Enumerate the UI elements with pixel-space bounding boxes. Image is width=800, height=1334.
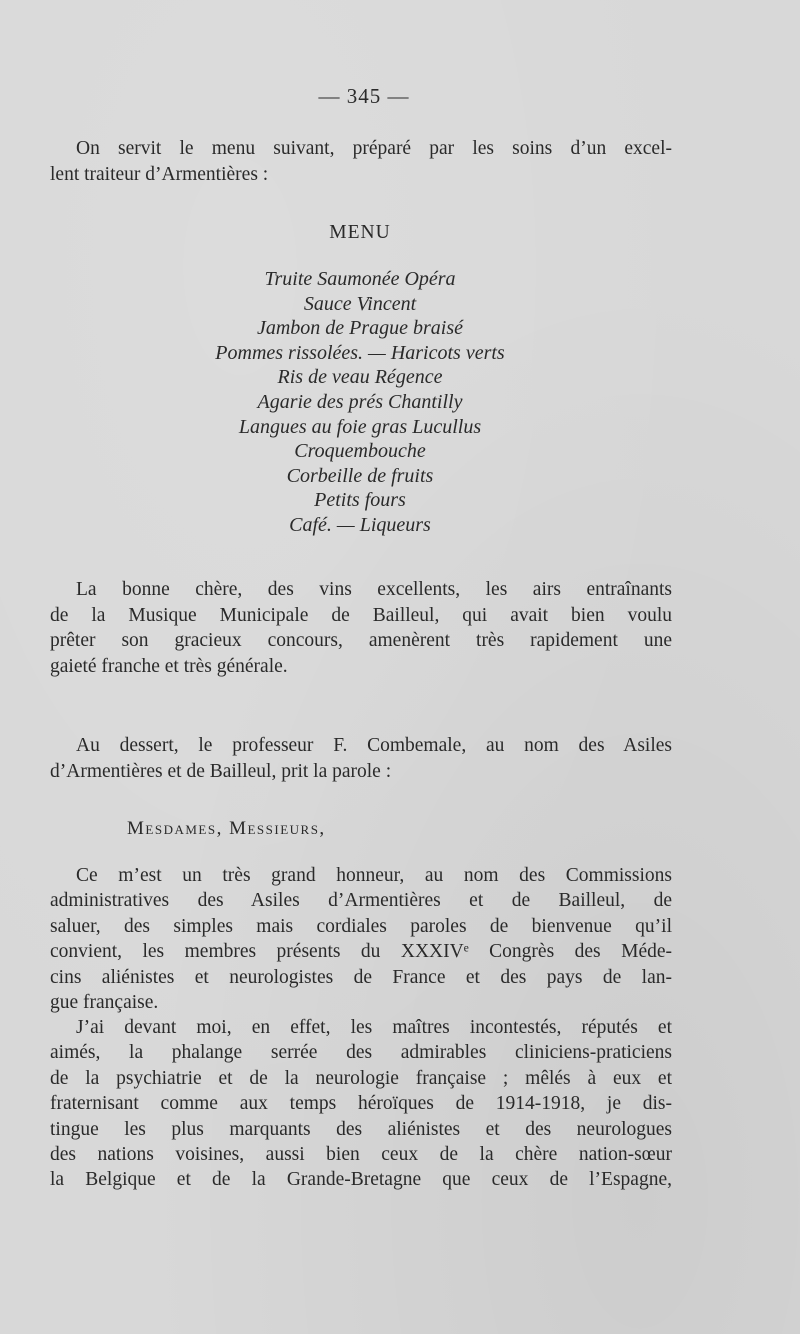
text-line: de la Musique Municipale de Bailleul, qui avait bien voulu: [50, 604, 672, 626]
text-line: gue française.: [50, 992, 159, 1014]
page-number: — 345 —: [318, 84, 410, 108]
text-line: prêter son gracieux concours, amenèrent très rapidement une: [50, 630, 672, 651]
text-line: la Belgique et de la Grande-Bretagne que ceux de l’Espagne,: [50, 1169, 672, 1191]
menu-item: Café. — Liqueurs: [289, 513, 431, 536]
menu-item: Ris de veau Régence: [277, 366, 443, 389]
speech-paragraph-2: [50, 1015, 672, 1193]
text-line: aimés, la phalange serrée des admirables cliniciens-praticiens: [50, 1042, 672, 1064]
text-line: des nations voisines, aussi bien ceux de la chère nation-sœur: [50, 1144, 672, 1166]
menu-item: Pommes rissolées. — Haricots verts: [215, 341, 505, 364]
salutation: Mesdames, Messieurs,: [127, 818, 326, 839]
text-line: cins aliénistes et neurologistes de France et des pays de lan-: [50, 966, 672, 988]
menu-item: Petits fours: [314, 489, 406, 512]
menu-list: [0, 267, 720, 538]
menu-item: Croquembouche: [294, 440, 426, 463]
text-line: lent traiteur d’Armentières :: [50, 163, 269, 185]
text-line: On servit le menu suivant, préparé par les soins d’un excel-: [76, 138, 672, 159]
text-line: fraternisant comme aux temps héroïques de 1914-1918, je dis-: [50, 1093, 672, 1115]
menu-item: Agarie des prés Chantilly: [257, 390, 463, 413]
text-line: d’Armentières et de Bailleul, prit la parole :: [50, 760, 392, 782]
text-line: J’ai devant moi, en effet, les maîtres incontestés, réputés et: [76, 1017, 672, 1038]
dessert-paragraph: [50, 733, 672, 784]
cheer-paragraph: [50, 577, 672, 679]
text-line: tingue les plus marquants des aliénistes et des neurologues: [50, 1118, 672, 1140]
text-line: administratives des Asiles d’Armentières et de Bailleul, de: [50, 890, 672, 912]
text-line: Au dessert, le professeur F. Combemale, au nom des Asiles: [76, 735, 672, 756]
intro-paragraph: [50, 136, 672, 187]
menu-item: Truite Saumonée Opéra: [264, 268, 456, 290]
menu-item: Jambon de Prague braisé: [256, 317, 464, 340]
text-line: saluer, des simples mais cordiales paroles de bienvenue qu’il: [50, 915, 672, 937]
menu-title: MENU: [329, 222, 391, 243]
text-line: convient, les membres présents du XXXIVᵉ Congrès des Méde-: [50, 941, 672, 963]
menu-item: Langues au foie gras Lucullus: [238, 415, 482, 438]
text-line: gaieté franche et très générale.: [50, 655, 288, 677]
menu-item: Corbeille de fruits: [286, 464, 434, 487]
text-line: La bonne chère, des vins excellents, les airs entraînants: [76, 579, 672, 600]
menu-item: Sauce Vincent: [303, 292, 417, 315]
text-line: Ce m’est un très grand honneur, au nom des Commissions: [76, 865, 672, 886]
speech-paragraph-1: [50, 863, 672, 1015]
text-line: de la psychiatrie et de la neurologie française ; mêlés à eux et: [50, 1067, 672, 1089]
